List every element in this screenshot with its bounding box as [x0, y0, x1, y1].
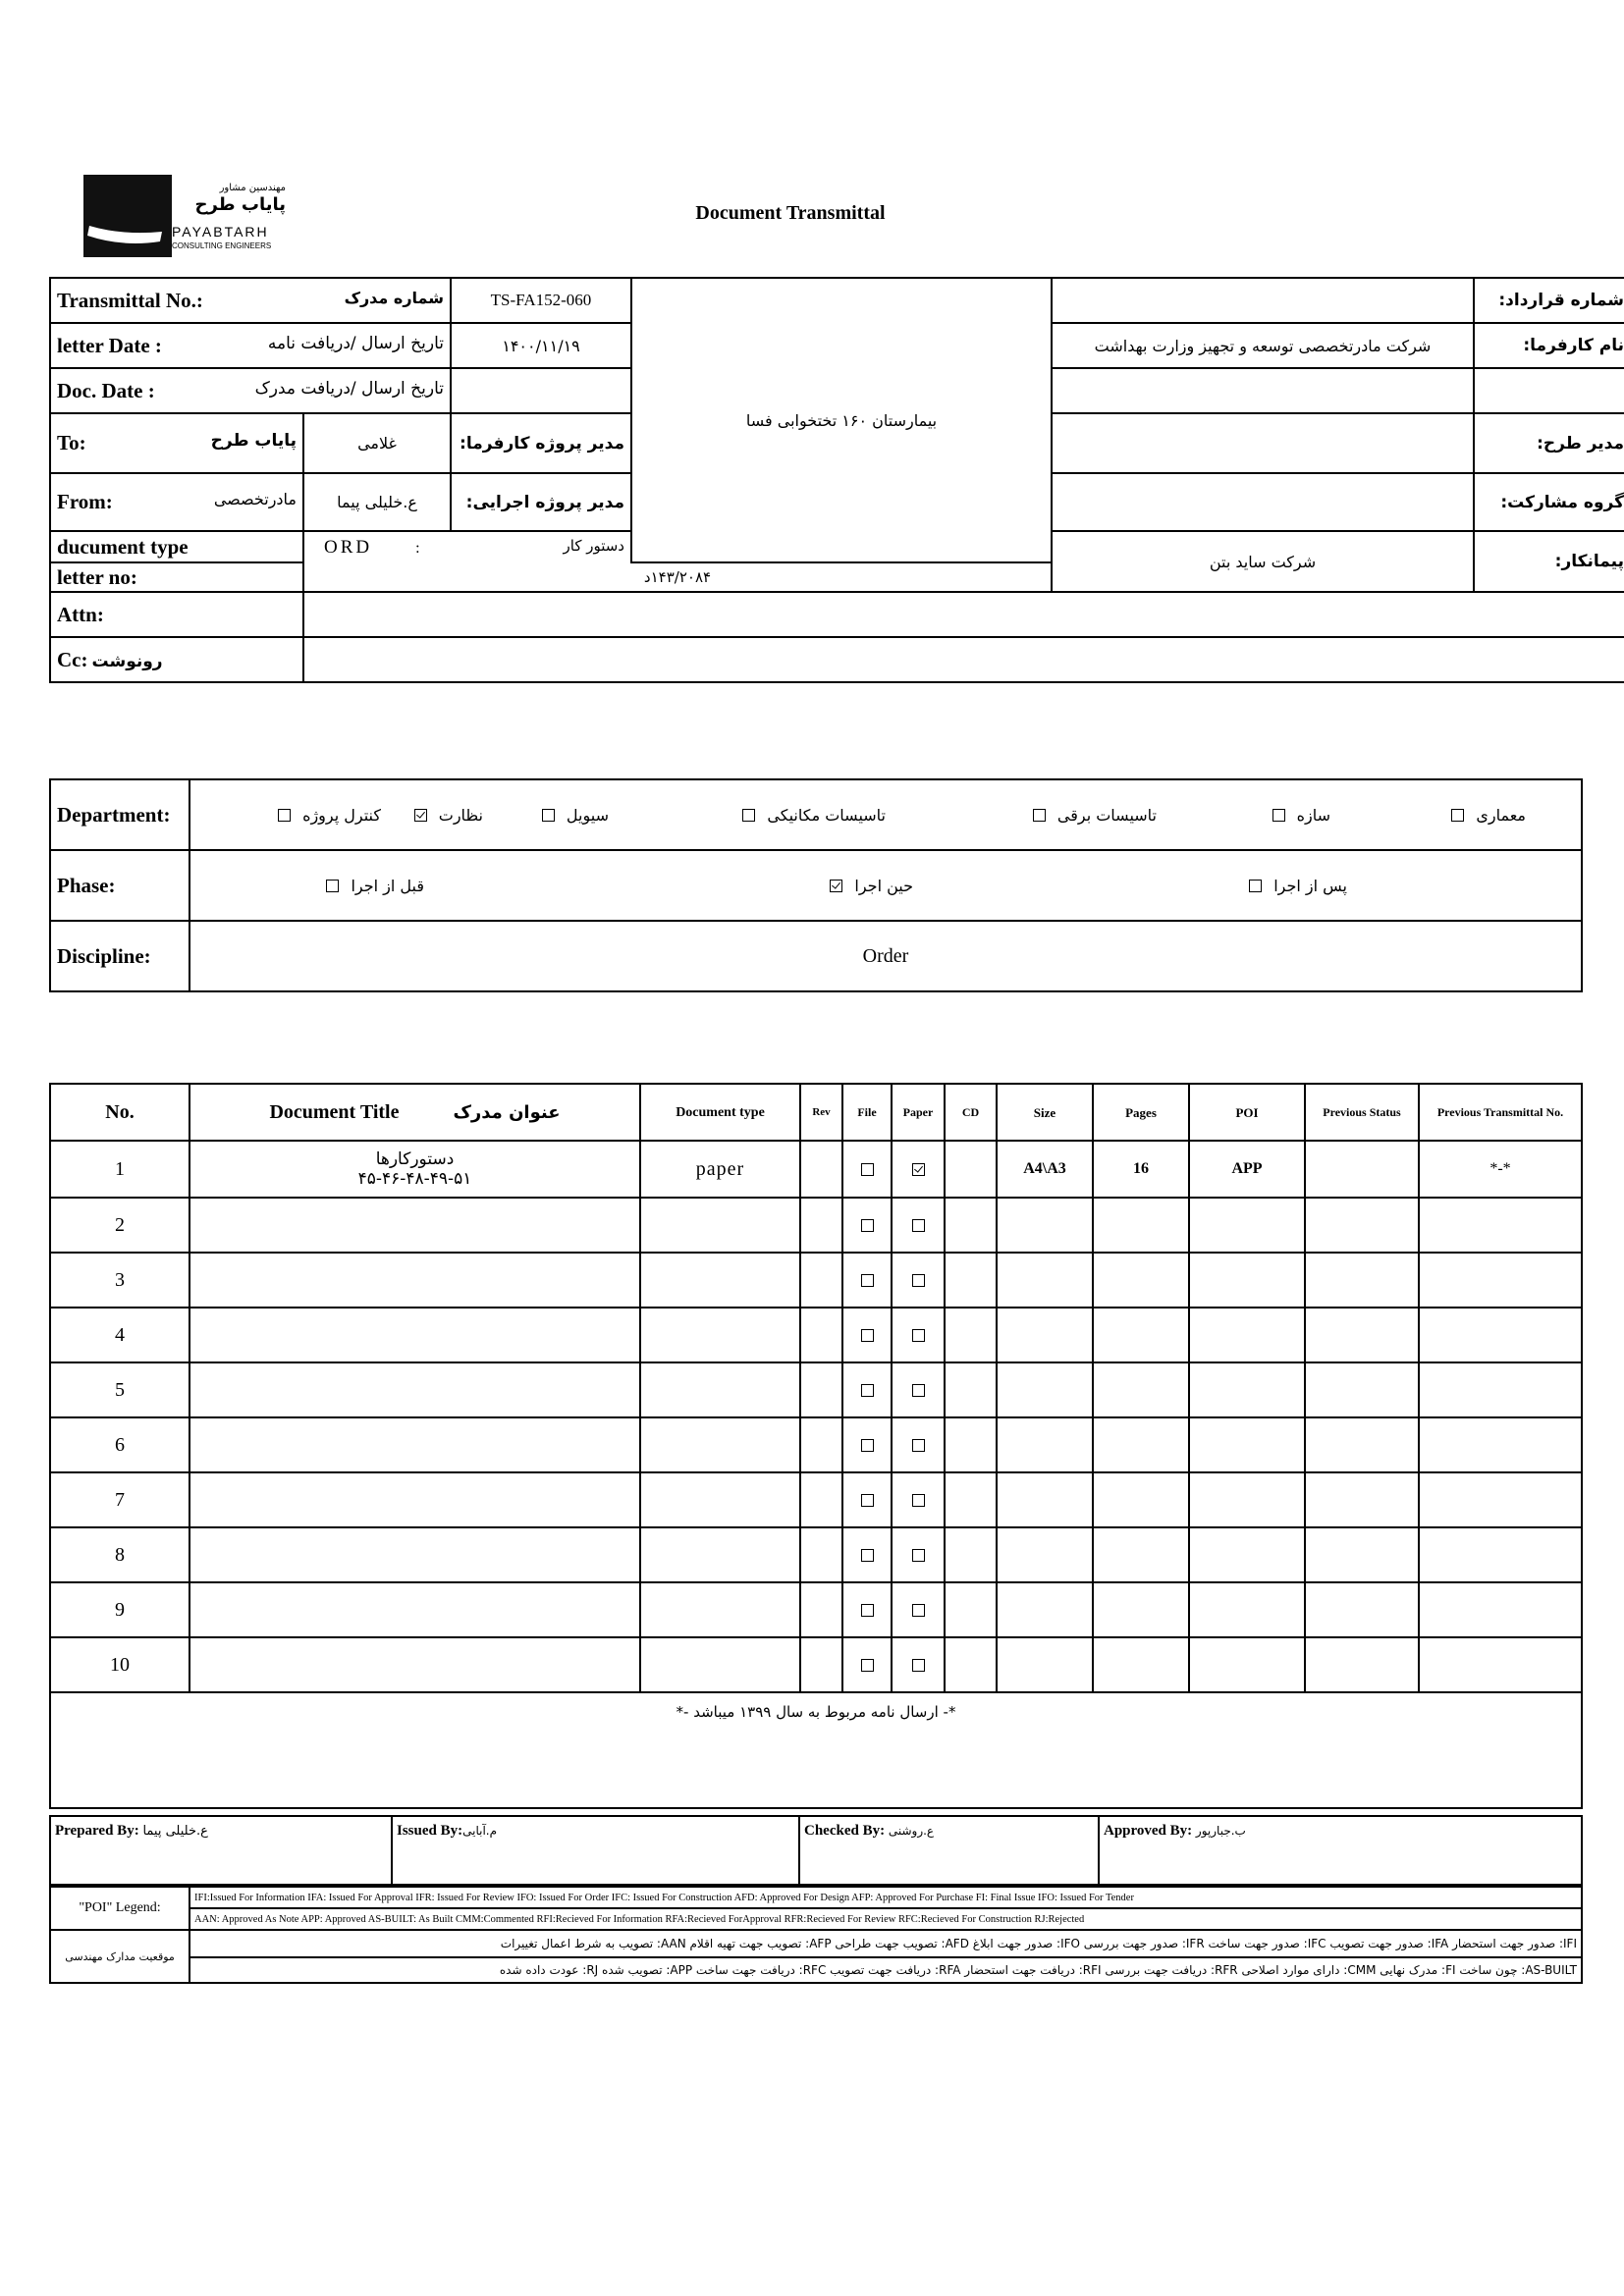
row-prev-status: [1305, 1362, 1419, 1417]
documents-table: [49, 1083, 1583, 1809]
row-no: 4: [50, 1308, 189, 1362]
checkbox-icon[interactable]: [861, 1604, 874, 1617]
option-label: نظارت: [438, 805, 483, 825]
option-label: سیویل: [566, 805, 609, 825]
col-prev-transmittal: Previous Transmittal No.: [1419, 1084, 1582, 1141]
row-prev-status: [1305, 1253, 1419, 1308]
row-prev-status: [1305, 1308, 1419, 1362]
phase-option-pre[interactable]: [326, 851, 424, 920]
checkbox-icon[interactable]: [912, 1439, 925, 1452]
from-value: مادرتخصصی: [213, 490, 297, 508]
checkbox-icon[interactable]: [1272, 809, 1285, 822]
row-file[interactable]: [842, 1417, 892, 1472]
checkbox-icon[interactable]: [912, 1384, 925, 1397]
row-prev-transmittal: [1419, 1472, 1582, 1527]
row-title: [189, 1362, 640, 1417]
row-poi: [1189, 1472, 1305, 1527]
project-name: بیمارستان ۱۶۰ تختخوابی فسا: [631, 278, 1052, 562]
blank-cell: [1474, 368, 1624, 413]
table-row: [50, 1472, 1582, 1527]
row-file[interactable]: [842, 1198, 892, 1253]
dept-option-civil[interactable]: [542, 780, 609, 849]
row-paper[interactable]: [892, 1582, 945, 1637]
cc-value: [303, 637, 1624, 682]
checkbox-icon[interactable]: [414, 809, 427, 822]
row-title-line1: دستورکارها: [375, 1149, 455, 1169]
doctype-label: ducument type: [50, 531, 303, 562]
table-row: [50, 1417, 1582, 1472]
row-cd: [945, 1637, 997, 1692]
checkbox-icon[interactable]: [861, 1384, 874, 1397]
col-file: File: [842, 1084, 892, 1141]
row-prev-status: [1305, 1472, 1419, 1527]
row-rev: [800, 1637, 842, 1692]
phase-options: [189, 850, 1582, 921]
doctype-value-fa: دستور کار: [563, 536, 624, 555]
dept-option-supervision[interactable]: [414, 780, 483, 849]
row-file[interactable]: [842, 1527, 892, 1582]
logo-text-fa: مهندسین مشاور: [219, 183, 286, 193]
remark: *- ارسال نامه مربوط به سال ۱۳۹۹ میباشد -*: [50, 1692, 1582, 1808]
checkbox-icon[interactable]: [912, 1274, 925, 1287]
letterno-label: letter no:: [50, 562, 303, 592]
row-prev-transmittal: [1419, 1198, 1582, 1253]
row-title: [189, 1527, 640, 1582]
row-type: [640, 1308, 800, 1362]
checkbox-icon[interactable]: [1249, 880, 1262, 892]
classification-table: [49, 778, 1583, 992]
row-paper[interactable]: [892, 1308, 945, 1362]
col-rev: Rev: [800, 1084, 842, 1141]
row-no: 7: [50, 1472, 189, 1527]
row-rev: [800, 1417, 842, 1472]
checkbox-icon[interactable]: [912, 1549, 925, 1562]
row-title: [189, 1637, 640, 1692]
row-cd: [945, 1472, 997, 1527]
row-pages: [1093, 1637, 1189, 1692]
letter-date-cell: [50, 323, 451, 368]
option-label: قبل از اجرا: [351, 876, 424, 895]
from-role: مدیر پروژه اجرایی:: [451, 473, 631, 531]
row-poi: [1189, 1362, 1305, 1417]
col-size: Size: [997, 1084, 1093, 1141]
row-rev: [800, 1308, 842, 1362]
to-value: پایاب طرح: [210, 431, 297, 451]
row-file[interactable]: [842, 1472, 892, 1527]
row-poi: [1189, 1198, 1305, 1253]
row-prev-status: [1305, 1582, 1419, 1637]
transmittal-no-label-fa: شماره مدرک: [344, 288, 444, 307]
row-prev-status: [1305, 1198, 1419, 1253]
row-rev: [800, 1198, 842, 1253]
dept-option-project-control[interactable]: [278, 780, 381, 849]
row-no: 3: [50, 1253, 189, 1308]
row-title: [189, 1472, 640, 1527]
option-label: معماری: [1476, 805, 1526, 825]
doctype-sep: :: [415, 539, 420, 557]
checkbox-icon[interactable]: [1451, 809, 1464, 822]
table-row: [50, 1198, 1582, 1253]
row-title: [189, 1253, 640, 1308]
row-no: 5: [50, 1362, 189, 1417]
transmittal-no-label: Transmittal No.:: [57, 288, 203, 312]
cc-label: Cc:: [57, 647, 88, 671]
transmittal-no-value: TS-FA152-060: [451, 278, 631, 323]
row-cd: [945, 1141, 997, 1198]
doc-date-label: Doc. Date :: [57, 378, 155, 402]
row-file[interactable]: [842, 1253, 892, 1308]
row-title: [189, 1198, 640, 1253]
row-type: [640, 1637, 800, 1692]
row-paper[interactable]: [892, 1472, 945, 1527]
legend-table: [49, 1886, 1583, 1984]
row-pages: [1093, 1253, 1189, 1308]
approved-by: [1099, 1816, 1582, 1885]
designer-label: مدیر طرح:: [1474, 413, 1624, 473]
row-cd: [945, 1198, 997, 1253]
partner-value: [1052, 473, 1474, 531]
row-size: [997, 1362, 1093, 1417]
row-file[interactable]: [842, 1637, 892, 1692]
row-pages: [1093, 1198, 1189, 1253]
row-prev-status: [1305, 1141, 1419, 1198]
doc-date-label-fa: تاریخ ارسال /دریافت مدرک: [254, 378, 444, 399]
table-row: [50, 1253, 1582, 1308]
row-pages: [1093, 1582, 1189, 1637]
designer-value: [1052, 413, 1474, 473]
employer-label: نام کارفرما:: [1474, 323, 1624, 368]
company-logo: [83, 175, 299, 257]
option-label: کنترل پروژه: [302, 805, 381, 825]
issued-label: Issued By:: [397, 1823, 463, 1839]
dept-option-architecture[interactable]: [1451, 780, 1526, 849]
department-label: Department:: [50, 779, 189, 850]
row-no: 6: [50, 1417, 189, 1472]
row-size: [997, 1417, 1093, 1472]
row-prev-transmittal: [1419, 1362, 1582, 1417]
row-prev-status: [1305, 1527, 1419, 1582]
row-size: [997, 1198, 1093, 1253]
row-file[interactable]: [842, 1141, 892, 1198]
option-label: حین اجرا: [854, 876, 913, 895]
logo-mark-icon: [83, 175, 172, 257]
col-paper: Paper: [892, 1084, 945, 1141]
checkbox-icon[interactable]: [912, 1163, 925, 1176]
checkbox-icon[interactable]: [278, 809, 291, 822]
letterno-value: ۱۴۳/۲۰۸۴د: [303, 562, 1052, 592]
prepared-value: ع.خلیلی پیما: [142, 1824, 208, 1839]
contractor-value: شرکت ساید بتن: [1052, 531, 1474, 592]
contract-no-value: [1052, 278, 1474, 323]
from-person: ع.خلیلی پیما: [303, 473, 451, 531]
phase-option-post[interactable]: [1249, 851, 1347, 920]
letter-date-value: ۱۴۰۰/۱۱/۱۹: [451, 323, 631, 368]
row-no: 1: [50, 1141, 189, 1198]
status-legend-label: موقعیت مدارک مهندسی: [50, 1930, 189, 1983]
attn-label: Attn:: [50, 592, 303, 637]
to-person: غلامی: [303, 413, 451, 473]
row-no: 9: [50, 1582, 189, 1637]
row-title: [189, 1308, 640, 1362]
row-pages: [1093, 1527, 1189, 1582]
from-label: From:: [57, 490, 113, 513]
row-type: [640, 1362, 800, 1417]
checkbox-icon[interactable]: [912, 1219, 925, 1232]
col-poi: POI: [1189, 1084, 1305, 1141]
prepared-label: Prepared By:: [55, 1823, 139, 1839]
to-label: To:: [57, 431, 86, 454]
logo-name-en: PAYABTARH: [172, 224, 269, 240]
row-poi: APP: [1189, 1141, 1305, 1198]
row-title-line2: ۴۵-۴۶-۴۸-۴۹-۵۱: [357, 1169, 472, 1189]
checkbox-icon[interactable]: [861, 1659, 874, 1672]
row-paper[interactable]: [892, 1253, 945, 1308]
row-poi: [1189, 1253, 1305, 1308]
col-title-en: Document Title: [269, 1100, 400, 1123]
phase-label: Phase:: [50, 850, 189, 921]
contractor-label: پیمانکار:: [1474, 531, 1624, 592]
checkbox-icon[interactable]: [830, 880, 842, 892]
col-cd: CD: [945, 1084, 997, 1141]
checkbox-icon[interactable]: [861, 1494, 874, 1507]
col-title: [189, 1084, 640, 1141]
row-poi: [1189, 1308, 1305, 1362]
row-prev-transmittal: [1419, 1253, 1582, 1308]
row-prev-transmittal: *-*: [1419, 1141, 1582, 1198]
issued-value: م.آبایی: [462, 1824, 498, 1838]
row-type: [640, 1582, 800, 1637]
row-file[interactable]: [842, 1582, 892, 1637]
doctype-value: ORD: [324, 536, 373, 558]
row-prev-status: [1305, 1637, 1419, 1692]
row-rev: [800, 1362, 842, 1417]
checkbox-icon[interactable]: [861, 1329, 874, 1342]
approved-label: Approved By:: [1104, 1823, 1193, 1839]
col-prev-status: Previous Status: [1305, 1084, 1419, 1141]
table-row: [50, 1362, 1582, 1417]
row-type: [640, 1527, 800, 1582]
col-type: Document type: [640, 1084, 800, 1141]
row-type: [640, 1417, 800, 1472]
signature-table: [49, 1815, 1583, 1886]
table-row: [50, 1637, 1582, 1692]
col-no: No.: [50, 1084, 189, 1141]
row-paper[interactable]: [892, 1198, 945, 1253]
row-paper[interactable]: [892, 1362, 945, 1417]
checkbox-icon[interactable]: [912, 1604, 925, 1617]
row-size: [997, 1253, 1093, 1308]
row-pages: [1093, 1362, 1189, 1417]
row-size: [997, 1472, 1093, 1527]
row-pages: [1093, 1472, 1189, 1527]
row-rev: [800, 1141, 842, 1198]
row-rev: [800, 1582, 842, 1637]
legend-row-2: AAN: Approved As Note APP: Approved AS-BUILT: As Built CMM:Commented RFI:Recieved For Information RFA:Recieved ForApproval RFR:Recieved For Review RFC:Recieved For Construction RJ:Rejected: [189, 1908, 1582, 1930]
row-cd: [945, 1417, 997, 1472]
row-rev: [800, 1253, 842, 1308]
row-prev-status: [1305, 1417, 1419, 1472]
row-file[interactable]: [842, 1362, 892, 1417]
cc-cell: [50, 637, 303, 682]
row-title: [189, 1417, 640, 1472]
row-rev: [800, 1527, 842, 1582]
discipline-label: Discipline:: [50, 921, 189, 991]
checked-value: ع.روشنی: [888, 1824, 935, 1838]
row-type: [640, 1253, 800, 1308]
attn-value: [303, 592, 1624, 637]
row-rev: [800, 1472, 842, 1527]
doc-date-value: [451, 368, 631, 413]
option-label: سازه: [1296, 805, 1330, 825]
dept-option-structure[interactable]: [1272, 780, 1330, 849]
row-size: A4\A3: [997, 1141, 1093, 1198]
row-cd: [945, 1308, 997, 1362]
row-paper[interactable]: [892, 1527, 945, 1582]
row-poi: [1189, 1417, 1305, 1472]
col-pages: Pages: [1093, 1084, 1189, 1141]
option-label: پس از اجرا: [1273, 876, 1347, 895]
info-table: [49, 277, 1624, 683]
row-prev-transmittal: [1419, 1417, 1582, 1472]
checkbox-icon[interactable]: [912, 1494, 925, 1507]
row-size: [997, 1308, 1093, 1362]
row-size: [997, 1527, 1093, 1582]
row-pages: [1093, 1417, 1189, 1472]
row-prev-transmittal: [1419, 1582, 1582, 1637]
legend-row-1: IFI:Issued For Information IFA: Issued For Approval IFR: Issued For Review IFO: Issued For Order IFC: Issued For Construction AFD: Approved For Design AFP: Approved For Purchase FI: Final Issue IFO: Issued For Tender: [189, 1887, 1582, 1908]
option-label: تاسیسات برقی: [1056, 805, 1157, 825]
from-cell: [50, 473, 303, 531]
page-title: Document Transmittal: [695, 202, 886, 224]
row-title: [189, 1141, 640, 1198]
row-size: [997, 1637, 1093, 1692]
row-cd: [945, 1362, 997, 1417]
option-label: تاسیسات مکانیکی: [767, 805, 886, 825]
checked-label: Checked By:: [804, 1823, 886, 1839]
checkbox-icon[interactable]: [861, 1274, 874, 1287]
discipline-value: Order: [189, 921, 1582, 991]
row-prev-transmittal: [1419, 1637, 1582, 1692]
to-cell: [50, 413, 303, 473]
table-row: [50, 1582, 1582, 1637]
checkbox-icon[interactable]: [542, 809, 555, 822]
row-paper[interactable]: [892, 1637, 945, 1692]
table-row: [50, 1527, 1582, 1582]
row-poi: [1189, 1527, 1305, 1582]
legend-row-4: AS-BUILT: چون ساخت FI: مدرک نهایی CMM: دارای موارد اصلاحی RFR: دریافت جهت بررسی RFI: دریافت جهت استحضار RFA: دریافت جهت تصویب RFC: دریافت جهت ساخت APP: تصویب شده RJ: عودت داده شده: [189, 1957, 1582, 1983]
logo-name-fa: پایاب طرح: [194, 194, 286, 215]
logo-sub-en: CONSULTING ENGINEERS: [172, 241, 272, 250]
checkbox-icon[interactable]: [326, 880, 339, 892]
poi-legend-label: "POI" Legend:: [50, 1887, 189, 1930]
row-prev-transmittal: [1419, 1527, 1582, 1582]
row-no: 2: [50, 1198, 189, 1253]
row-no: 8: [50, 1527, 189, 1582]
doc-date-cell: [50, 368, 451, 413]
table-row: [50, 1141, 1582, 1198]
transmittal-no-cell: [50, 278, 451, 323]
checkbox-icon[interactable]: [1033, 809, 1046, 822]
row-cd: [945, 1582, 997, 1637]
row-type: [640, 1472, 800, 1527]
prepared-by: [50, 1816, 392, 1885]
letter-date-label: letter Date :: [57, 333, 162, 357]
checkbox-icon[interactable]: [912, 1329, 925, 1342]
blank-cell: [1052, 368, 1474, 413]
row-pages: 16: [1093, 1141, 1189, 1198]
issued-by: [392, 1816, 799, 1885]
dept-option-electrical[interactable]: [1033, 780, 1157, 849]
partner-label: گروه مشارکت:: [1474, 473, 1624, 531]
legend-row-3: IFI: صدور جهت استحضار IFA: صدور جهت تصویب IFC: صدور جهت ساخت IFR: صدور جهت بررسی IFO: صدور جهت ابلاغ AFD: تصویب جهت طراحی AFP: تصویب جهت تهیه اقلام AAN: تصویب به شرط اعمال تغییرات: [189, 1930, 1582, 1957]
contract-no-label: شماره قرارداد:: [1474, 278, 1624, 323]
row-poi: [1189, 1637, 1305, 1692]
checkbox-icon[interactable]: [861, 1219, 874, 1232]
dept-option-mechanical[interactable]: [742, 780, 886, 849]
doctype-cell: [303, 531, 631, 562]
row-title: [189, 1582, 640, 1637]
checkbox-icon[interactable]: [861, 1549, 874, 1562]
row-size: [997, 1582, 1093, 1637]
to-role: مدیر پروژه کارفرما:: [451, 413, 631, 473]
checkbox-icon[interactable]: [742, 809, 755, 822]
checked-by: [799, 1816, 1099, 1885]
row-poi: [1189, 1582, 1305, 1637]
checkbox-icon[interactable]: [861, 1163, 874, 1176]
department-options: [189, 779, 1582, 850]
phase-option-during[interactable]: [830, 851, 913, 920]
row-type: paper: [640, 1141, 800, 1198]
checkbox-icon[interactable]: [912, 1659, 925, 1672]
table-row: [50, 1308, 1582, 1362]
row-no: 10: [50, 1637, 189, 1692]
row-paper[interactable]: [892, 1141, 945, 1198]
col-title-fa: عنوان مدرک: [453, 1101, 561, 1123]
row-prev-transmittal: [1419, 1308, 1582, 1362]
checkbox-icon[interactable]: [861, 1439, 874, 1452]
row-paper[interactable]: [892, 1417, 945, 1472]
approved-value: ب.جبارپور: [1195, 1824, 1246, 1838]
row-file[interactable]: [842, 1308, 892, 1362]
row-cd: [945, 1527, 997, 1582]
letter-date-label-fa: تاریخ ارسال /دریافت نامه: [267, 333, 444, 353]
cc-label-fa: رونوشت: [91, 651, 163, 671]
row-type: [640, 1198, 800, 1253]
employer-value: شرکت مادرتخصصی توسعه و تجهیز وزارت بهداشت: [1052, 323, 1474, 368]
row-pages: [1093, 1308, 1189, 1362]
row-cd: [945, 1253, 997, 1308]
